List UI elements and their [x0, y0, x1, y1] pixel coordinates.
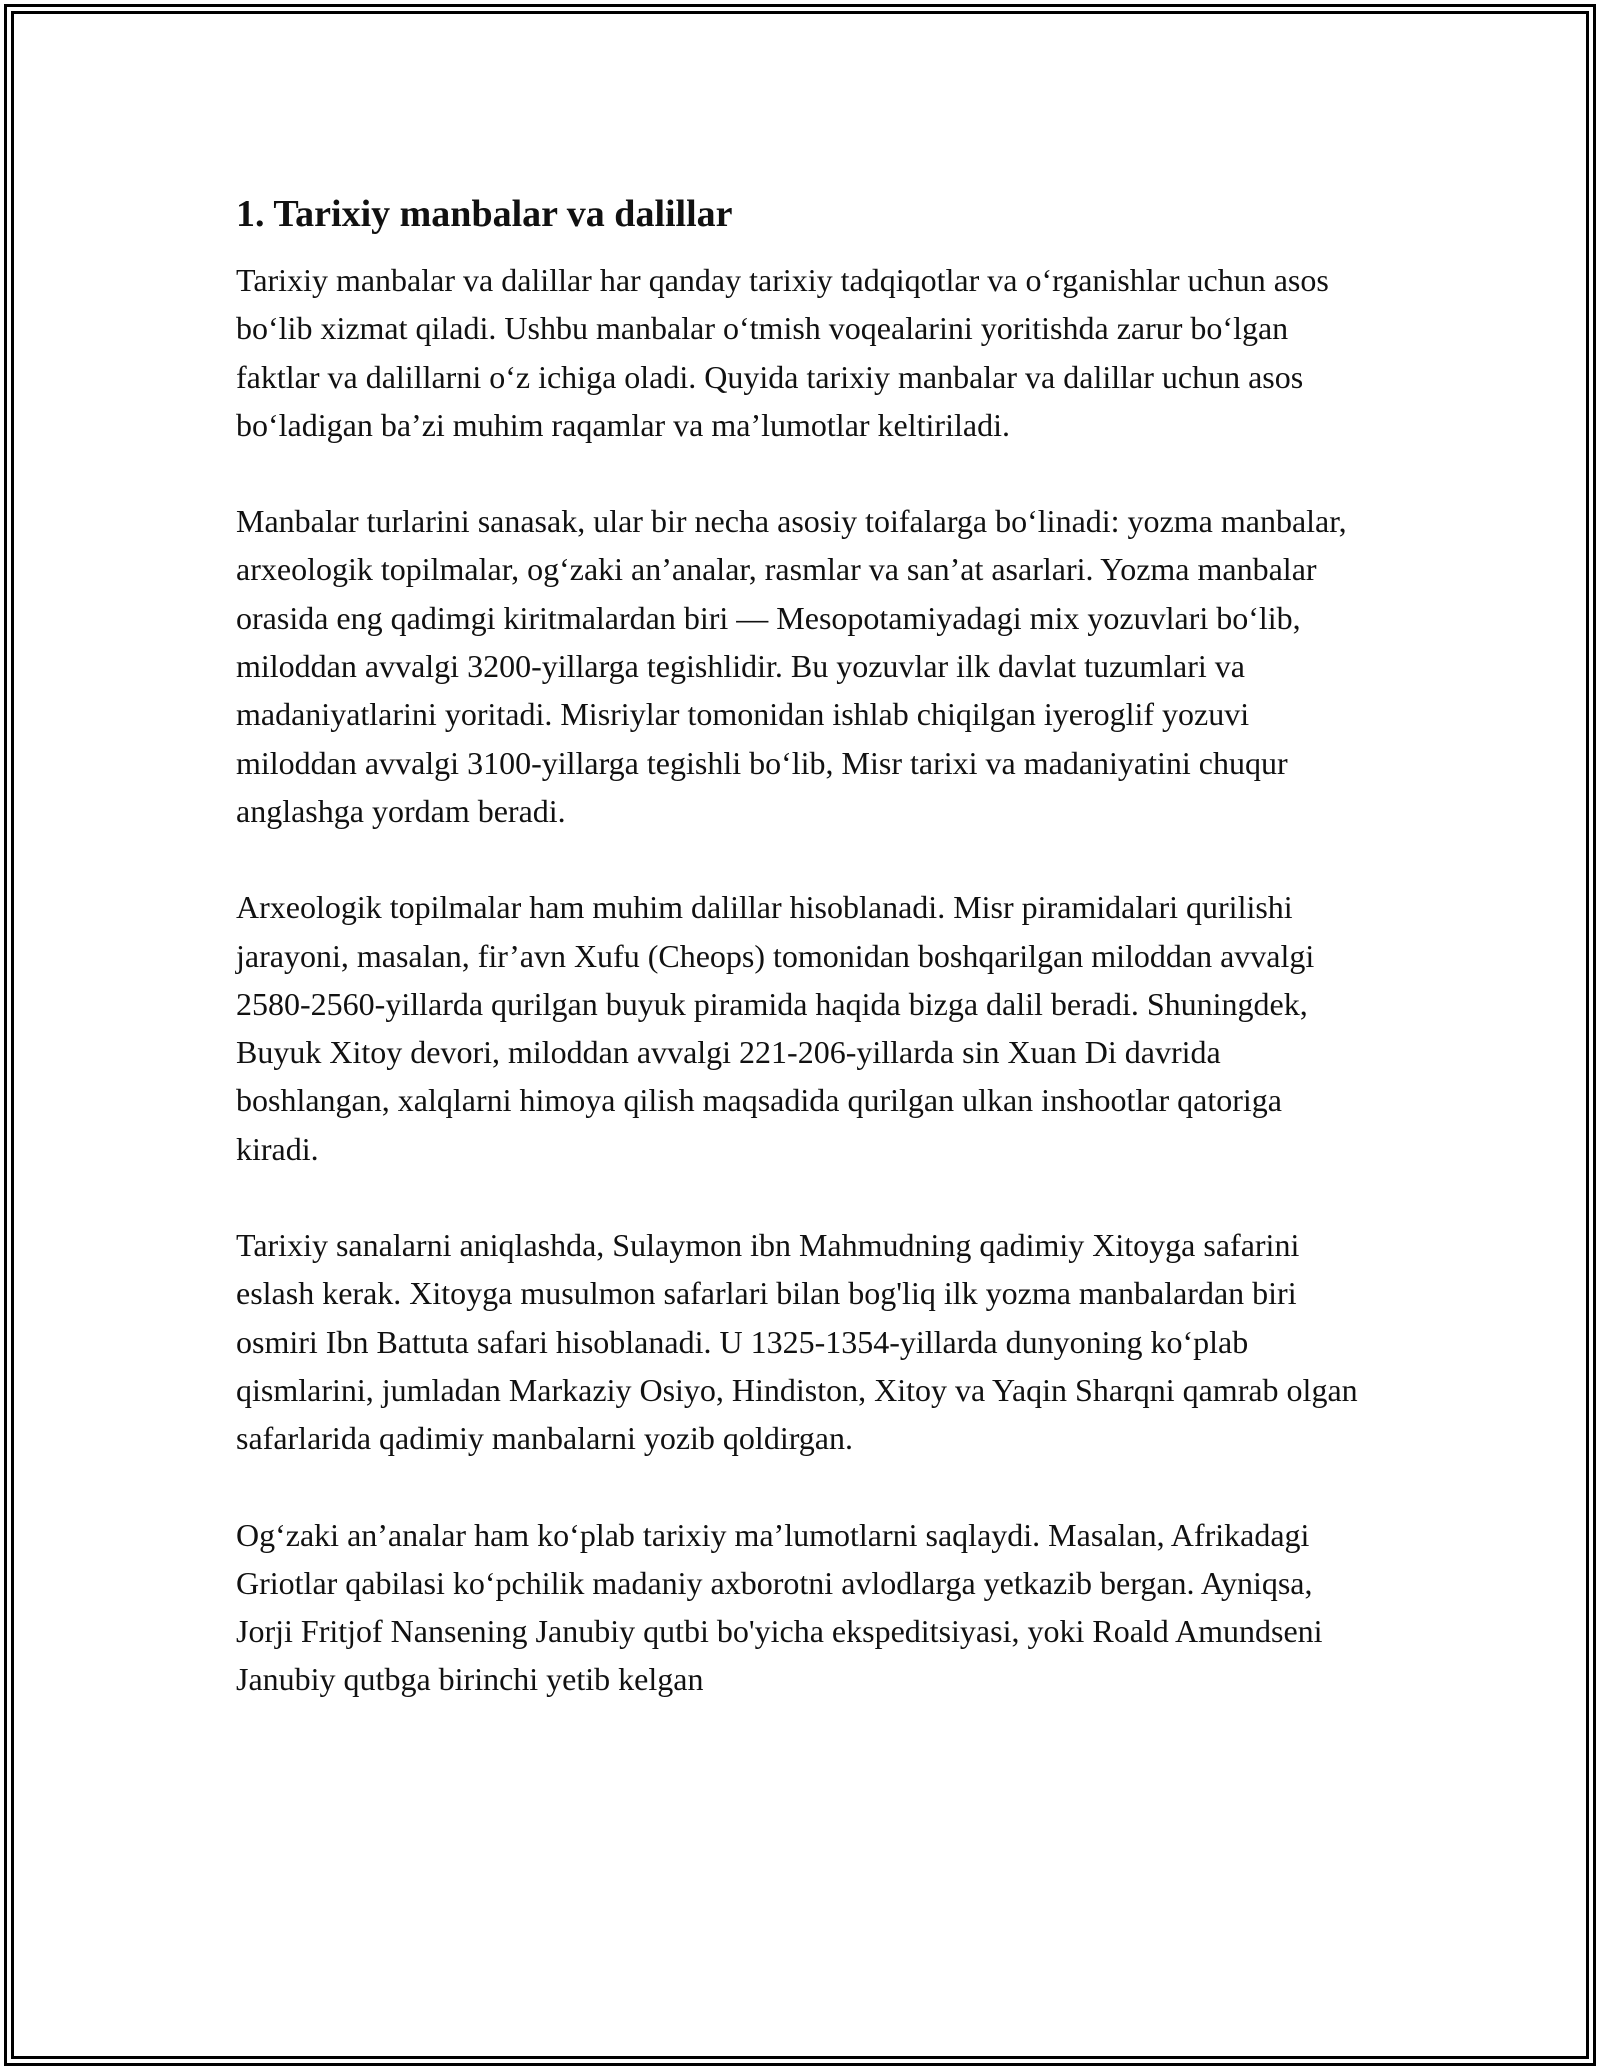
paragraph-historical-dates: Tarixiy sanalarni aniqlashda, Sulaymon ibn Mahmudning qadimiy Xitoyga safarini eslash kerak. Xitoyga musulmon safarlari bilan bog'liq ilk yozma manbalardan biri osmiri Ibn Battuta safari hisoblanadi. U 1325-1354-yillarda dunyoning ko‘plab qismlarini, jumladan Markaziy Osiyo, Hindiston, Xitoy va Yaqin Sharqni qamrab olgan safarlarida qadimiy manbalarni yozib qoldirgan.: [236, 1227, 1358, 1457]
document-body: [236, 188, 1368, 1752]
paragraph-intro: Tarixiy manbalar va dalillar har qanday tarixiy tadqiqotlar va o‘rganishlar uchun asos bo‘lib xizmat qiladi. Ushbu manbalar o‘tmish voqealarini yoritishda zarur bo‘lgan faktlar va dalillarni o‘z ichiga oladi. Quyida tarixiy manbalar va dalillar uchun asos bo‘ladigan ba’zi muhim raqamlar va ma’lumotlar keltiriladi.: [236, 262, 1329, 443]
section-heading: 1. Tarixiy manbalar va dalillar: [236, 193, 733, 235]
paragraph-oral-traditions: Og‘zaki an’analar ham ko‘plab tarixiy ma’lumotlarni saqlaydi. Masalan, Afrikadagi Griotlar qabilasi ko‘pchilik madaniy axborotni avlodlarga yetkazib bergan. Ayniqsa, Jorji Fritjof Nansening Janubiy qutbi bo'yicha ekspeditsiyasi, yoki Roald Amundseni Janubiy qutbga birinchi yetib kelgan: [236, 1516, 1323, 1698]
paragraph-source-types: Manbalar turlarini sanasak, ular bir necha asosiy toifalarga bo‘linadi: yozma manbalar, arxeologik topilmalar, og‘zaki an’analar, rasmlar va san’at asarlari. Yozma manbalar orasida eng qadimgi kiritmalardan biri — Mesopotamiyadagi mix yozuvlari bo‘lib, miloddan avvalgi 3200-yillarga tegishlidir. Bu yozuvlar ilk davlat tuzumlari va madaniyatlarini yoritadi. Misriylar tomonidan ishlab chiqilgan iyeroglif yozuvi miloddan avvalgi 3100-yillarga tegishli bo‘lib, Misr tarixi va madaniyatini chuqur anglashga yordam beradi.: [236, 503, 1347, 829]
paragraph-archaeology: Arxeologik topilmalar ham muhim dalillar hisoblanadi. Misr piramidalari qurilishi jarayoni, masalan, fir’avn Xufu (Cheops) tomonidan boshqarilgan miloddan avvalgi 2580-2560-yillarda qurilgan buyuk piramida haqida bizga dalil beradi. Shuningdek, Buyuk Xitoy devori, miloddan avvalgi 221-206-yillarda sin Xuan Di davrida boshlangan, xalqlarni himoya qilish maqsadida qurilgan ulkan inshootlar qatoriga kiradi.: [236, 889, 1315, 1167]
